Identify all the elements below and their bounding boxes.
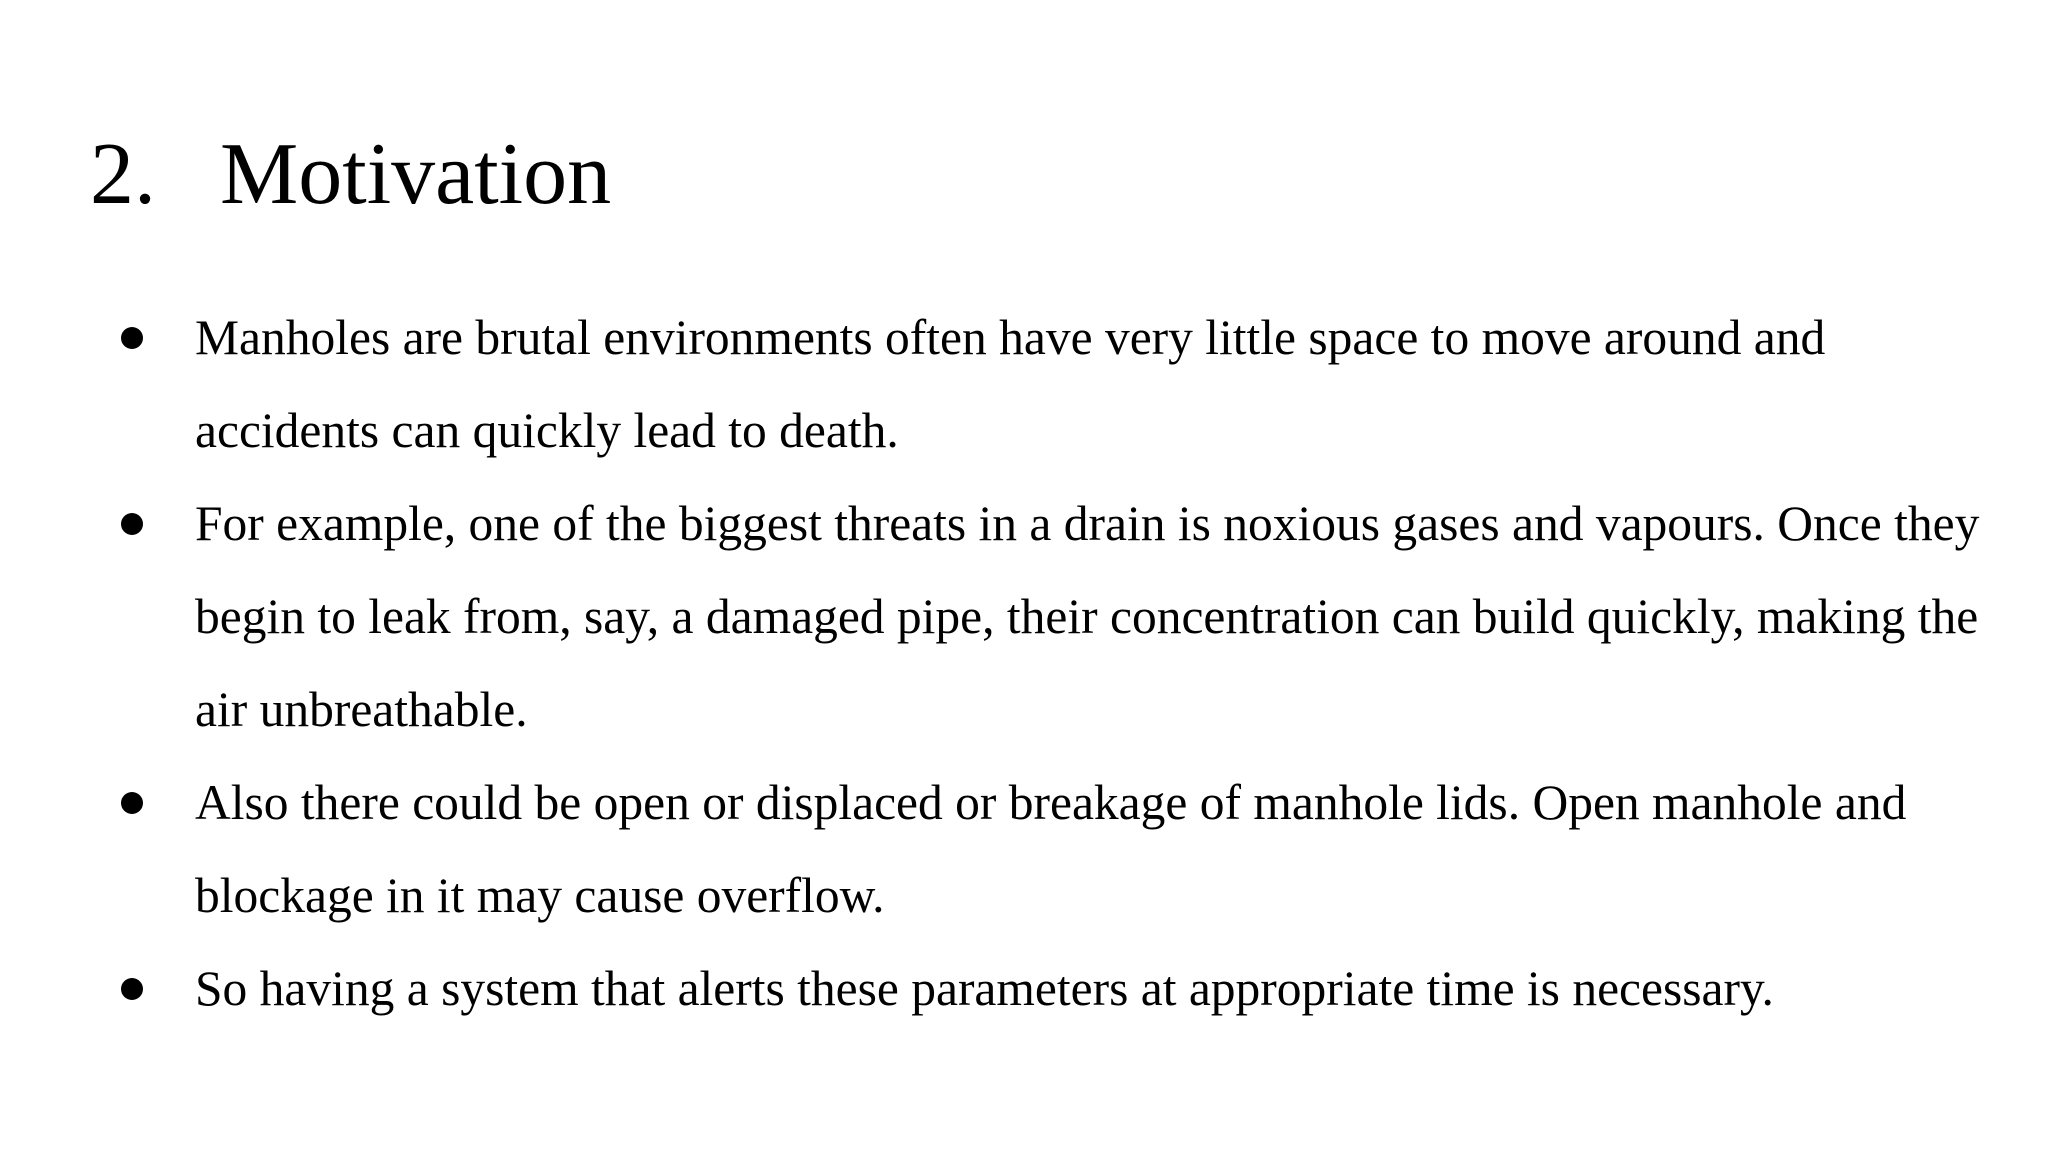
bullet-item — [0, 756, 2048, 942]
bullet-item — [0, 942, 2048, 1035]
bullet-text: So having a system that alerts these parameters at appropriate time is necessary. — [195, 961, 1774, 1016]
bullet-text: Manholes are brutal environments often have very little space to move around and accidents can quickly lead to death. — [195, 310, 1826, 458]
bullet-item — [0, 477, 2048, 756]
bullet-text: Also there could be open or displaced or breakage of manhole lids. Open manhole and blockage in it may cause overflow. — [195, 775, 1907, 923]
section-number: 2. — [90, 126, 156, 223]
bullet-dot-icon — [121, 792, 143, 814]
section-title: Motivation — [220, 126, 612, 223]
bullet-text: For example, one of the biggest threats in a drain is noxious gases and vapours. Once they begin to leak from, say, a damaged pipe, their concentration can build quickly, making the air unbreathable. — [195, 496, 1980, 737]
bullet-dot-icon — [121, 978, 143, 1000]
bullet-list — [0, 291, 2048, 1035]
bullet-dot-icon — [121, 513, 143, 535]
bullet-dot-icon — [121, 327, 143, 349]
bullet-item — [0, 291, 2048, 477]
section-heading — [90, 125, 611, 225]
